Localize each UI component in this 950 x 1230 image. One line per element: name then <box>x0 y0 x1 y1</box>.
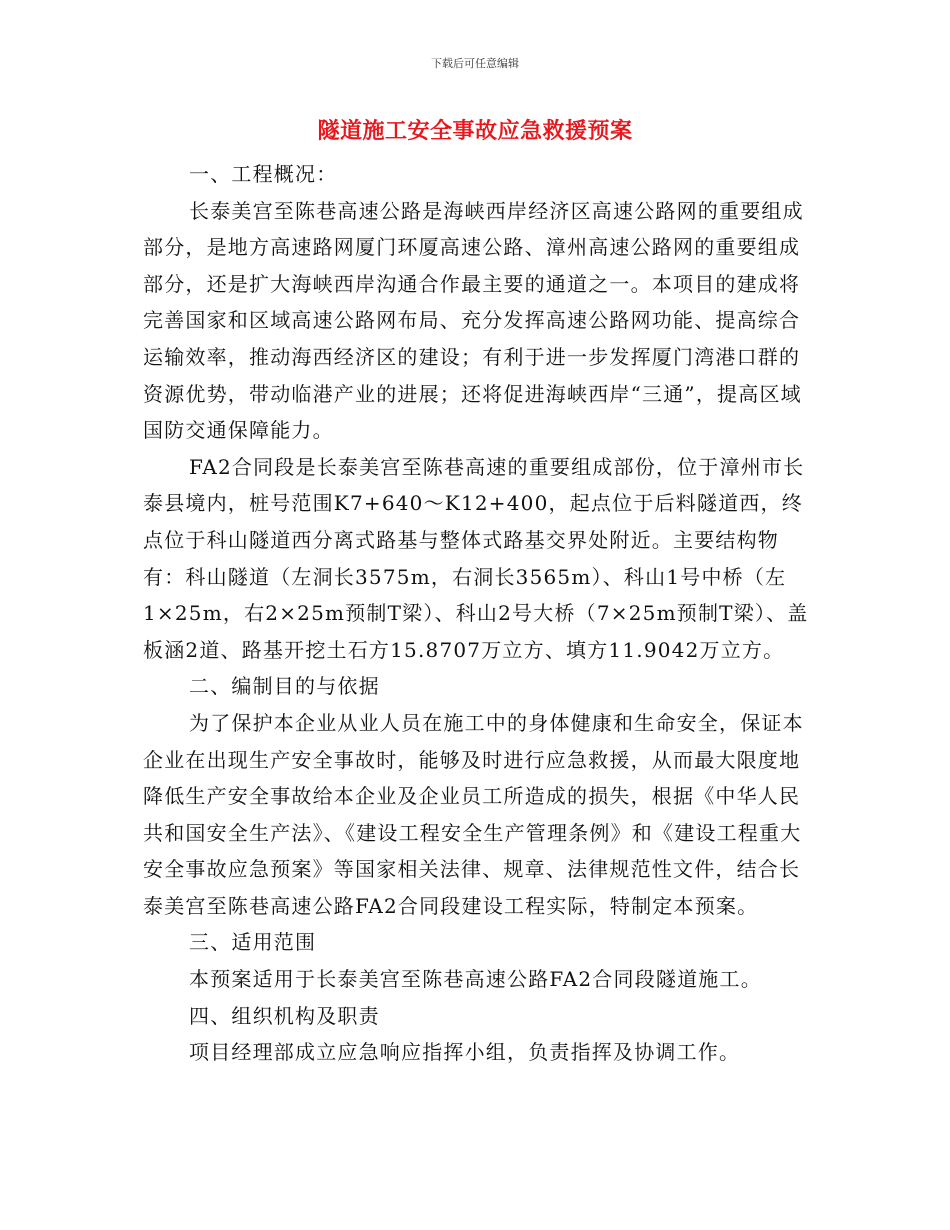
paragraph-scope: 本预案适用于长泰美宫至陈巷高速公路FA2合同段隧道施工。 <box>189 967 762 992</box>
section-heading-organization: 四、组织机构及职责 <box>189 1003 380 1028</box>
document-title: 隧道施工安全事故应急救援预案 <box>317 119 633 144</box>
paragraph-contract-section: FA2合同段是长泰美宫至陈巷高速的重要组成部份，位于漳州市长泰县境内，桩号范围K7+640～K12+400，起点位于后料隧道西，终点位于科山隧道西分离式路基与整体式路基交界处附近。主要结构物有：科山隧道（左洞长3575m，右洞长3565m）、科山1号中桥（左1×25m，右2×25m预制T梁）、科山2号大桥（7×25m预制T梁）、盖板涵2道、路基开挖土石方15.8707万立方、填方11.9042万立方。 <box>143 454 809 662</box>
paragraph-purpose-basis: 为了保护本企业从业人员在施工中的身体健康和生命安全，保证本企业在出现生产安全事故时，能够及时进行应急救援，从而最大限度地降低生产安全事故给本企业及企业员工所造成的损失，根据《中华人民共和国安全生产法》、《建设工程安全生产管理条例》和《建设工程重大安全事故应急预案》等国家相关法律、规章、法律规范性文件，结合长泰美宫至陈巷高速公路FA2合同段建设工程实际，特制定本预案。 <box>143 710 804 918</box>
paragraph-project-significance: 长泰美宫至陈巷高速公路是海峡西岸经济区高速公路网的重要组成部分，是地方高速路网厦门环厦高速公路、漳州高速公路网的重要组成部分，还是扩大海峡西岸沟通合作最主要的通道之一。本项目的建成将完善国家和区域高速公路网布局、充分发挥高速公路网功能、提高综合运输效率，推动海西经济区的建设；有利于进一步发挥厦门湾港口群的资源优势，带动临港产业的进展；还将促进海峡西岸“三通”，提高区域国防交通保障能力。 <box>143 198 804 443</box>
section-heading-purpose: 二、编制目的与依据 <box>189 674 380 699</box>
paragraph-organization: 项目经理部成立应急响应指挥小组，负责指挥及协调工作。 <box>189 1040 741 1065</box>
section-heading-scope: 三、适用范围 <box>189 930 317 955</box>
document-body <box>143 156 809 1071</box>
page-header-note: 下载后可任意编辑 <box>431 57 519 70</box>
section-heading-overview: 一、工程概况： <box>189 162 338 186</box>
